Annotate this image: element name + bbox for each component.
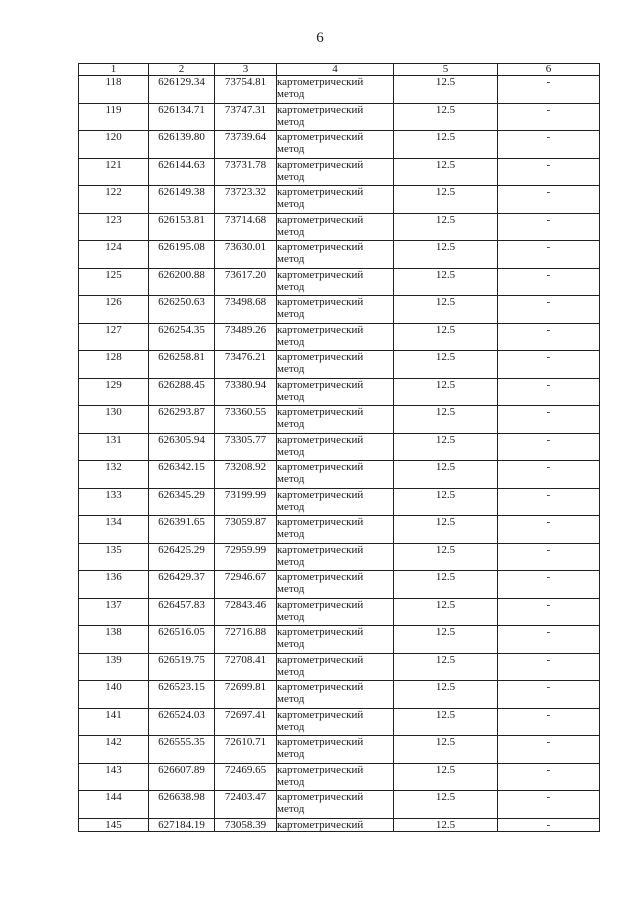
x-coordinate-cell: 626195.08 bbox=[149, 241, 215, 269]
x-coordinate-cell: 626607.89 bbox=[149, 763, 215, 791]
table-row bbox=[79, 543, 600, 571]
x-coordinate-cell: 626342.15 bbox=[149, 461, 215, 489]
table-row bbox=[79, 516, 600, 544]
precision-cell: 12.5 bbox=[394, 571, 498, 599]
y-coordinate-cell: 73630.01 bbox=[215, 241, 277, 269]
precision-cell: 12.5 bbox=[394, 241, 498, 269]
precision-cell: 12.5 bbox=[394, 461, 498, 489]
precision-cell: 12.5 bbox=[394, 103, 498, 131]
y-coordinate-cell: 72699.81 bbox=[215, 681, 277, 709]
precision-cell: 12.5 bbox=[394, 433, 498, 461]
x-coordinate-cell: 626638.98 bbox=[149, 791, 215, 819]
precision-cell: 12.5 bbox=[394, 488, 498, 516]
note-cell: - bbox=[498, 516, 600, 544]
method-cell: картометрический метод bbox=[277, 406, 394, 434]
point-number-cell: 140 bbox=[79, 681, 149, 709]
x-coordinate-cell: 626523.15 bbox=[149, 681, 215, 709]
table-row bbox=[79, 213, 600, 241]
method-cell: картометрический bbox=[277, 818, 394, 831]
x-coordinate-cell: 626134.71 bbox=[149, 103, 215, 131]
column-header: 1 bbox=[79, 64, 149, 76]
method-cell: картометрический метод bbox=[277, 76, 394, 104]
note-cell: - bbox=[498, 653, 600, 681]
x-coordinate-cell: 626519.75 bbox=[149, 653, 215, 681]
table-body bbox=[79, 76, 600, 832]
note-cell: - bbox=[498, 598, 600, 626]
method-cell: картометрический метод bbox=[277, 763, 394, 791]
precision-cell: 12.5 bbox=[394, 516, 498, 544]
precision-cell: 12.5 bbox=[394, 186, 498, 214]
method-cell: картометрический метод bbox=[277, 461, 394, 489]
y-coordinate-cell: 73058.39 bbox=[215, 818, 277, 831]
x-coordinate-cell: 626254.35 bbox=[149, 323, 215, 351]
precision-cell: 12.5 bbox=[394, 323, 498, 351]
precision-cell: 12.5 bbox=[394, 708, 498, 736]
method-cell: картометрический метод bbox=[277, 103, 394, 131]
column-header: 4 bbox=[277, 64, 394, 76]
y-coordinate-cell: 73476.21 bbox=[215, 351, 277, 379]
table-row bbox=[79, 406, 600, 434]
y-coordinate-cell: 72959.99 bbox=[215, 543, 277, 571]
point-number-cell: 143 bbox=[79, 763, 149, 791]
table-row bbox=[79, 571, 600, 599]
note-cell: - bbox=[498, 626, 600, 654]
y-coordinate-cell: 73305.77 bbox=[215, 433, 277, 461]
y-coordinate-cell: 72946.67 bbox=[215, 571, 277, 599]
precision-cell: 12.5 bbox=[394, 681, 498, 709]
y-coordinate-cell: 72708.41 bbox=[215, 653, 277, 681]
method-cell: картометрический метод bbox=[277, 241, 394, 269]
method-cell: картометрический метод bbox=[277, 158, 394, 186]
table-row bbox=[79, 763, 600, 791]
y-coordinate-cell: 73723.32 bbox=[215, 186, 277, 214]
table-row bbox=[79, 241, 600, 269]
y-coordinate-cell: 73498.68 bbox=[215, 296, 277, 324]
point-number-cell: 118 bbox=[79, 76, 149, 104]
note-cell: - bbox=[498, 571, 600, 599]
y-coordinate-cell: 73380.94 bbox=[215, 378, 277, 406]
table-row bbox=[79, 736, 600, 764]
x-coordinate-cell: 626429.37 bbox=[149, 571, 215, 599]
note-cell: - bbox=[498, 461, 600, 489]
y-coordinate-cell: 72697.41 bbox=[215, 708, 277, 736]
method-cell: картометрический метод bbox=[277, 268, 394, 296]
point-number-cell: 134 bbox=[79, 516, 149, 544]
note-cell: - bbox=[498, 76, 600, 104]
x-coordinate-cell: 626144.63 bbox=[149, 158, 215, 186]
note-cell: - bbox=[498, 488, 600, 516]
precision-cell: 12.5 bbox=[394, 158, 498, 186]
point-number-cell: 131 bbox=[79, 433, 149, 461]
point-number-cell: 121 bbox=[79, 158, 149, 186]
x-coordinate-cell: 626555.35 bbox=[149, 736, 215, 764]
note-cell: - bbox=[498, 736, 600, 764]
table-row bbox=[79, 76, 600, 104]
table-row bbox=[79, 461, 600, 489]
point-number-cell: 124 bbox=[79, 241, 149, 269]
point-number-cell: 135 bbox=[79, 543, 149, 571]
table-row bbox=[79, 131, 600, 159]
note-cell: - bbox=[498, 131, 600, 159]
x-coordinate-cell: 626288.45 bbox=[149, 378, 215, 406]
table-row bbox=[79, 433, 600, 461]
precision-cell: 12.5 bbox=[394, 76, 498, 104]
x-coordinate-cell: 626258.81 bbox=[149, 351, 215, 379]
x-coordinate-cell: 626391.65 bbox=[149, 516, 215, 544]
method-cell: картометрический метод bbox=[277, 791, 394, 819]
point-number-cell: 133 bbox=[79, 488, 149, 516]
note-cell: - bbox=[498, 241, 600, 269]
point-number-cell: 119 bbox=[79, 103, 149, 131]
point-number-cell: 129 bbox=[79, 378, 149, 406]
point-number-cell: 126 bbox=[79, 296, 149, 324]
header-row bbox=[79, 64, 600, 76]
method-cell: картометрический метод bbox=[277, 433, 394, 461]
note-cell: - bbox=[498, 681, 600, 709]
x-coordinate-cell: 626129.34 bbox=[149, 76, 215, 104]
method-cell: картометрический метод bbox=[277, 516, 394, 544]
table-row bbox=[79, 378, 600, 406]
method-cell: картометрический метод bbox=[277, 681, 394, 709]
x-coordinate-cell: 626200.88 bbox=[149, 268, 215, 296]
note-cell: - bbox=[498, 378, 600, 406]
note-cell: - bbox=[498, 406, 600, 434]
x-coordinate-cell: 626250.63 bbox=[149, 296, 215, 324]
x-coordinate-cell: 626305.94 bbox=[149, 433, 215, 461]
table-row bbox=[79, 818, 600, 831]
note-cell: - bbox=[498, 213, 600, 241]
coordinates-table bbox=[78, 63, 600, 832]
x-coordinate-cell: 626149.38 bbox=[149, 186, 215, 214]
precision-cell: 12.5 bbox=[394, 626, 498, 654]
page-number: 6 bbox=[316, 30, 324, 46]
y-coordinate-cell: 73489.26 bbox=[215, 323, 277, 351]
precision-cell: 12.5 bbox=[394, 351, 498, 379]
method-cell: картометрический метод bbox=[277, 186, 394, 214]
note-cell: - bbox=[498, 186, 600, 214]
note-cell: - bbox=[498, 158, 600, 186]
precision-cell: 12.5 bbox=[394, 791, 498, 819]
y-coordinate-cell: 73360.55 bbox=[215, 406, 277, 434]
y-coordinate-cell: 72716.88 bbox=[215, 626, 277, 654]
x-coordinate-cell: 626139.80 bbox=[149, 131, 215, 159]
x-coordinate-cell: 626425.29 bbox=[149, 543, 215, 571]
precision-cell: 12.5 bbox=[394, 378, 498, 406]
table-row bbox=[79, 103, 600, 131]
point-number-cell: 144 bbox=[79, 791, 149, 819]
point-number-cell: 145 bbox=[79, 818, 149, 831]
y-coordinate-cell: 73739.64 bbox=[215, 131, 277, 159]
precision-cell: 12.5 bbox=[394, 268, 498, 296]
table-row bbox=[79, 653, 600, 681]
table-row bbox=[79, 323, 600, 351]
table-row bbox=[79, 626, 600, 654]
precision-cell: 12.5 bbox=[394, 406, 498, 434]
column-header: 2 bbox=[149, 64, 215, 76]
point-number-cell: 128 bbox=[79, 351, 149, 379]
precision-cell: 12.5 bbox=[394, 818, 498, 831]
point-number-cell: 132 bbox=[79, 461, 149, 489]
y-coordinate-cell: 73714.68 bbox=[215, 213, 277, 241]
x-coordinate-cell: 626457.83 bbox=[149, 598, 215, 626]
note-cell: - bbox=[498, 818, 600, 831]
point-number-cell: 138 bbox=[79, 626, 149, 654]
table-row bbox=[79, 351, 600, 379]
method-cell: картометрический метод bbox=[277, 708, 394, 736]
note-cell: - bbox=[498, 708, 600, 736]
point-number-cell: 139 bbox=[79, 653, 149, 681]
point-number-cell: 120 bbox=[79, 131, 149, 159]
note-cell: - bbox=[498, 268, 600, 296]
y-coordinate-cell: 73747.31 bbox=[215, 103, 277, 131]
point-number-cell: 137 bbox=[79, 598, 149, 626]
x-coordinate-cell: 627184.19 bbox=[149, 818, 215, 831]
table-row bbox=[79, 681, 600, 709]
table-row bbox=[79, 708, 600, 736]
column-header: 3 bbox=[215, 64, 277, 76]
point-number-cell: 142 bbox=[79, 736, 149, 764]
precision-cell: 12.5 bbox=[394, 131, 498, 159]
point-number-cell: 141 bbox=[79, 708, 149, 736]
note-cell: - bbox=[498, 103, 600, 131]
y-coordinate-cell: 73059.87 bbox=[215, 516, 277, 544]
method-cell: картометрический метод bbox=[277, 378, 394, 406]
y-coordinate-cell: 72469.65 bbox=[215, 763, 277, 791]
table-row bbox=[79, 598, 600, 626]
x-coordinate-cell: 626516.05 bbox=[149, 626, 215, 654]
x-coordinate-cell: 626293.87 bbox=[149, 406, 215, 434]
note-cell: - bbox=[498, 433, 600, 461]
method-cell: картометрический метод bbox=[277, 488, 394, 516]
method-cell: картометрический метод bbox=[277, 598, 394, 626]
method-cell: картометрический метод bbox=[277, 296, 394, 324]
y-coordinate-cell: 73731.78 bbox=[215, 158, 277, 186]
note-cell: - bbox=[498, 543, 600, 571]
method-cell: картометрический метод bbox=[277, 653, 394, 681]
method-cell: картометрический метод bbox=[277, 736, 394, 764]
note-cell: - bbox=[498, 351, 600, 379]
y-coordinate-cell: 73199.99 bbox=[215, 488, 277, 516]
y-coordinate-cell: 72403.47 bbox=[215, 791, 277, 819]
method-cell: картометрический метод bbox=[277, 543, 394, 571]
precision-cell: 12.5 bbox=[394, 736, 498, 764]
precision-cell: 12.5 bbox=[394, 543, 498, 571]
y-coordinate-cell: 73754.81 bbox=[215, 76, 277, 104]
method-cell: картометрический метод bbox=[277, 571, 394, 599]
y-coordinate-cell: 72843.46 bbox=[215, 598, 277, 626]
table-row bbox=[79, 791, 600, 819]
precision-cell: 12.5 bbox=[394, 763, 498, 791]
column-header: 6 bbox=[498, 64, 600, 76]
note-cell: - bbox=[498, 296, 600, 324]
method-cell: картометрический метод bbox=[277, 213, 394, 241]
table-row bbox=[79, 488, 600, 516]
method-cell: картометрический метод bbox=[277, 351, 394, 379]
y-coordinate-cell: 72610.71 bbox=[215, 736, 277, 764]
y-coordinate-cell: 73617.20 bbox=[215, 268, 277, 296]
x-coordinate-cell: 626153.81 bbox=[149, 213, 215, 241]
method-cell: картометрический метод bbox=[277, 626, 394, 654]
x-coordinate-cell: 626345.29 bbox=[149, 488, 215, 516]
column-header: 5 bbox=[394, 64, 498, 76]
table-row bbox=[79, 158, 600, 186]
method-cell: картометрический метод bbox=[277, 323, 394, 351]
point-number-cell: 125 bbox=[79, 268, 149, 296]
note-cell: - bbox=[498, 791, 600, 819]
point-number-cell: 122 bbox=[79, 186, 149, 214]
point-number-cell: 130 bbox=[79, 406, 149, 434]
table-row bbox=[79, 268, 600, 296]
precision-cell: 12.5 bbox=[394, 653, 498, 681]
y-coordinate-cell: 73208.92 bbox=[215, 461, 277, 489]
precision-cell: 12.5 bbox=[394, 598, 498, 626]
table-row bbox=[79, 296, 600, 324]
point-number-cell: 136 bbox=[79, 571, 149, 599]
note-cell: - bbox=[498, 323, 600, 351]
point-number-cell: 127 bbox=[79, 323, 149, 351]
precision-cell: 12.5 bbox=[394, 296, 498, 324]
note-cell: - bbox=[498, 763, 600, 791]
x-coordinate-cell: 626524.03 bbox=[149, 708, 215, 736]
precision-cell: 12.5 bbox=[394, 213, 498, 241]
point-number-cell: 123 bbox=[79, 213, 149, 241]
table-row bbox=[79, 186, 600, 214]
method-cell: картометрический метод bbox=[277, 131, 394, 159]
